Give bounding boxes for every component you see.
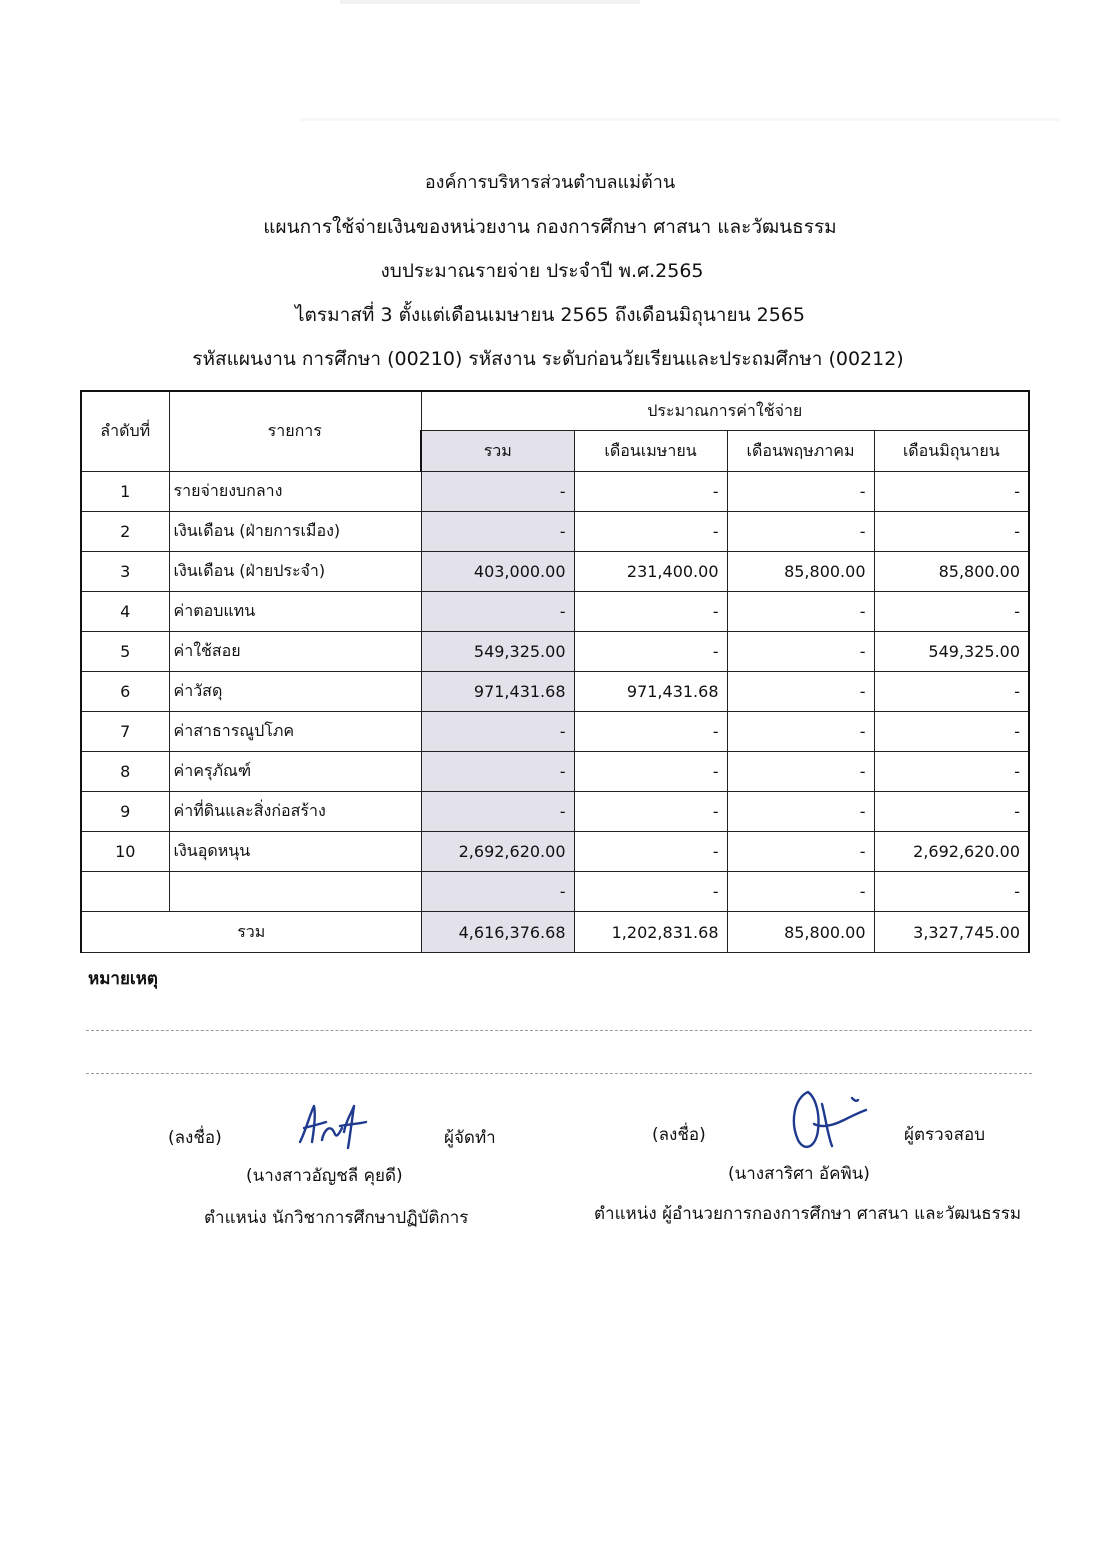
row-total: 971,431.68 (421, 672, 574, 712)
row-may: - (727, 632, 874, 672)
left-signature-mark (292, 1102, 382, 1152)
row-total: 2,692,620.00 (421, 832, 574, 872)
table-row (81, 832, 1029, 872)
row-item (169, 872, 421, 912)
right-signature-mark (782, 1084, 882, 1156)
total-row (81, 912, 1029, 953)
table-row (81, 472, 1029, 512)
row-april: - (574, 712, 727, 752)
remark-line (86, 1030, 1032, 1031)
row-april: - (574, 592, 727, 632)
total-may: 85,800.00 (727, 912, 874, 953)
col-header-no: ลำดับที่ (81, 391, 169, 472)
col-header-total: รวม (421, 431, 574, 472)
plan-title: แผนการใช้จ่ายเงินของหน่วยงาน กองการศึกษา ศาสนา และวัฒนธรรม (263, 216, 837, 238)
row-number: 6 (81, 672, 169, 712)
row-item: ค่าวัสดุ (169, 672, 421, 712)
row-april: - (574, 512, 727, 552)
table-row (81, 712, 1029, 752)
table-row (81, 632, 1029, 672)
row-june: 2,692,620.00 (874, 832, 1029, 872)
row-june: - (874, 872, 1029, 912)
remark-label: หมายเหตุ (88, 969, 158, 989)
left-role: ผู้จัดทำ (444, 1128, 496, 1148)
col-header-item: รายการ (169, 391, 421, 472)
row-may: 85,800.00 (727, 552, 874, 592)
row-total: - (421, 472, 574, 512)
row-item: ค่าที่ดินและสิ่งก่อสร้าง (169, 792, 421, 832)
row-number: 5 (81, 632, 169, 672)
row-total: 549,325.00 (421, 632, 574, 672)
left-position: ตำแหน่ง นักวิชาการศึกษาปฏิบัติการ (204, 1208, 469, 1228)
row-number: 3 (81, 552, 169, 592)
col-header-may: เดือนพฤษภาคม (727, 431, 874, 472)
row-total: - (421, 872, 574, 912)
row-total: - (421, 752, 574, 792)
row-may: - (727, 752, 874, 792)
col-header-estimate-group: ประมาณการค่าใช้จ่าย (421, 391, 1029, 431)
row-june: - (874, 672, 1029, 712)
left-sign-label: (ลงชื่อ) (168, 1128, 222, 1148)
total-june: 3,327,745.00 (874, 912, 1029, 953)
codes-title: รหัสแผนงาน การศึกษา (00210) รหัสงาน ระดับก่อนวัยเรียนและประถมศึกษา (00212) (192, 348, 904, 370)
right-position: ตำแหน่ง ผู้อำนวยการกองการศึกษา ศาสนา และวัฒนธรรม (594, 1204, 1022, 1224)
row-number: 9 (81, 792, 169, 832)
row-june: - (874, 712, 1029, 752)
table-row (81, 752, 1029, 792)
row-may: - (727, 832, 874, 872)
col-header-april: เดือนเมษายน (574, 431, 727, 472)
row-total: - (421, 512, 574, 552)
budget-year-title: งบประมาณรายจ่าย ประจำปี พ.ศ.2565 (380, 260, 704, 282)
scan-artifact (340, 0, 640, 4)
row-number: 7 (81, 712, 169, 752)
right-sign-label: (ลงชื่อ) (652, 1125, 706, 1145)
row-june: - (874, 752, 1029, 792)
row-may: - (727, 792, 874, 832)
row-june: - (874, 512, 1029, 552)
row-april: - (574, 792, 727, 832)
left-name: (นางสาวอัญชลี คุยดี) (246, 1166, 403, 1186)
row-total: - (421, 592, 574, 632)
total-april: 1,202,831.68 (574, 912, 727, 953)
row-april: - (574, 752, 727, 792)
grand-total: 4,616,376.68 (421, 912, 574, 953)
table-row (81, 512, 1029, 552)
table-row (81, 592, 1029, 632)
total-label: รวม (81, 912, 421, 953)
row-item: เงินเดือน (ฝ่ายประจำ) (169, 552, 421, 592)
row-total: - (421, 712, 574, 752)
budget-table (80, 390, 1030, 953)
row-april: - (574, 872, 727, 912)
row-number: 2 (81, 512, 169, 552)
row-number: 1 (81, 472, 169, 512)
row-number (81, 872, 169, 912)
row-april: - (574, 632, 727, 672)
row-june: 549,325.00 (874, 632, 1029, 672)
row-item: เงินอุดหนุน (169, 832, 421, 872)
row-june: 85,800.00 (874, 552, 1029, 592)
col-header-june: เดือนมิถุนายน (874, 431, 1029, 472)
table-row (81, 552, 1029, 592)
row-number: 8 (81, 752, 169, 792)
row-may: - (727, 712, 874, 752)
row-may: - (727, 472, 874, 512)
remark-line (86, 1073, 1032, 1074)
row-number: 4 (81, 592, 169, 632)
row-total: 403,000.00 (421, 552, 574, 592)
table-row (81, 672, 1029, 712)
table-row (81, 872, 1029, 912)
right-role: ผู้ตรวจสอบ (904, 1125, 986, 1145)
row-item: ค่าตอบแทน (169, 592, 421, 632)
table-row (81, 792, 1029, 832)
document-header (0, 172, 1100, 392)
quarter-title: ไตรมาสที่ 3 ตั้งแต่เดือนเมษายน 2565 ถึงเดือนมิถุนายน 2565 (295, 304, 805, 326)
row-item: รายจ่ายงบกลาง (169, 472, 421, 512)
row-april: 231,400.00 (574, 552, 727, 592)
row-april: 971,431.68 (574, 672, 727, 712)
scan-artifact (300, 118, 1060, 121)
row-june: - (874, 792, 1029, 832)
row-item: ค่าใช้สอย (169, 632, 421, 672)
row-april: - (574, 472, 727, 512)
row-june: - (874, 592, 1029, 632)
row-april: - (574, 832, 727, 872)
row-item: เงินเดือน (ฝ่ายการเมือง) (169, 512, 421, 552)
row-item: ค่าครุภัณฑ์ (169, 752, 421, 792)
row-item: ค่าสาธารณูปโภค (169, 712, 421, 752)
org-title: องค์การบริหารส่วนตำบลแม่ต้าน (424, 172, 676, 193)
right-name: (นางสาริศา อัคพิน) (728, 1164, 870, 1184)
row-june: - (874, 472, 1029, 512)
row-may: - (727, 672, 874, 712)
row-may: - (727, 512, 874, 552)
row-number: 10 (81, 832, 169, 872)
row-total: - (421, 792, 574, 832)
row-may: - (727, 592, 874, 632)
row-may: - (727, 872, 874, 912)
